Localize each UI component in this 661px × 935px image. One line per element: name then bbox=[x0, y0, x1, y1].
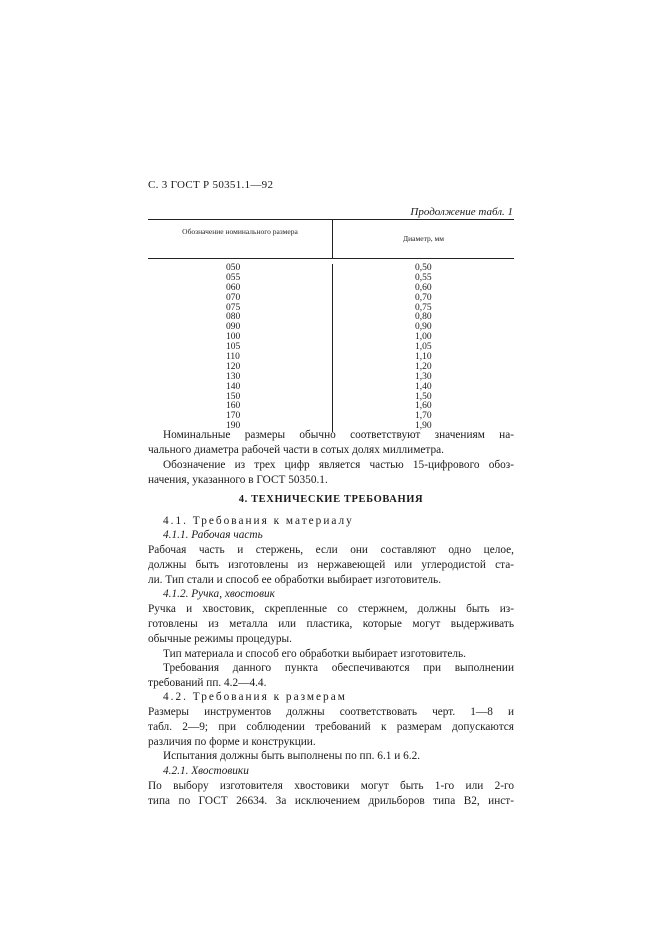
table-cell-diameter: 0,70 bbox=[415, 292, 432, 303]
table-cell-diameter: 0,75 bbox=[415, 302, 432, 313]
paragraph-line: Испытания должны быть выполнены по пп. 6.1 и 6.2. bbox=[163, 750, 421, 762]
table-cell-diameter: 1,40 bbox=[415, 381, 432, 392]
table-cell-designation: 060 bbox=[226, 282, 241, 293]
table-cell-designation: 100 bbox=[226, 332, 241, 343]
table-cell-diameter: 0,55 bbox=[415, 272, 432, 283]
table-column-designation bbox=[148, 264, 333, 432]
table-cell-designation: 055 bbox=[226, 272, 241, 283]
table-header-row bbox=[148, 220, 514, 259]
paragraph-line: табл. 2—9; при соблюдении требований к размерам допускаются bbox=[148, 721, 514, 733]
table-cell-designation: 110 bbox=[226, 352, 240, 363]
table-cell-designation: 050 bbox=[226, 263, 241, 273]
paragraph-line: Размеры инструментов должны соответствовать черт. 1—8 и bbox=[148, 706, 514, 718]
paragraph-line: Обозначение из трех цифр является частью 15-цифрового обоз- bbox=[163, 459, 514, 471]
paragraph-line: Тип материала и способ его обработки выбирает изготовитель. bbox=[163, 648, 466, 660]
paragraph-line: Требования данного пункта обеспечиваются при выполнении bbox=[163, 662, 514, 674]
paragraph-line: обычные режимы процедуры. bbox=[148, 633, 292, 645]
table-cell-diameter: 0,50 bbox=[415, 263, 432, 273]
table-cell-diameter: 1,90 bbox=[415, 421, 432, 432]
subsection-heading: 4.1.1. Рабочая часть bbox=[163, 529, 263, 541]
table-cell-designation: 190 bbox=[226, 421, 241, 432]
table-cell-diameter: 1,50 bbox=[415, 391, 432, 402]
paragraph-line: типа по ГОСТ 26634. За исключением дрильборов типа В2, инст- bbox=[148, 795, 514, 807]
table-column-diameter bbox=[333, 264, 514, 432]
paragraph-line: Рабочая часть и стержень, если они составляют одно целое, bbox=[148, 544, 514, 556]
table-cell-diameter: 1,10 bbox=[415, 352, 432, 363]
subsection-heading: 4.2. Требования к размерам bbox=[163, 691, 347, 703]
table-cell-diameter: 1,60 bbox=[415, 401, 432, 412]
table-continuation-label: Продолжение табл. 1 bbox=[410, 206, 513, 218]
paragraph-line: различия по форме и конструкции. bbox=[148, 736, 316, 748]
dimensions-table bbox=[148, 219, 514, 432]
paragraph-line: должны быть изготовлены из нержавеющей или углеродистой ста- bbox=[148, 559, 514, 571]
table-cell-designation: 170 bbox=[226, 411, 241, 422]
table-body bbox=[148, 259, 514, 432]
table-cell-diameter: 1,05 bbox=[415, 342, 432, 353]
table-cell-designation: 075 bbox=[226, 302, 241, 313]
table-cell-designation: 090 bbox=[226, 322, 241, 333]
paragraph-line: Ручка и хвостовик, скрепленные со стержнем, должны быть из- bbox=[148, 603, 514, 615]
table-cell-designation: 140 bbox=[226, 381, 241, 392]
section-title: 4. ТЕХНИЧЕСКИЕ ТРЕБОВАНИЯ bbox=[238, 494, 424, 505]
subsection-heading: 4.1. Требования к материалу bbox=[163, 515, 354, 527]
paragraph-line: Номинальные размеры обычно соответствуют значениям на- bbox=[163, 429, 514, 441]
paragraph-line: начения, указанного в ГОСТ 50350.1. bbox=[148, 474, 328, 486]
subsection-heading: 4.2.1. Хвостовики bbox=[163, 765, 249, 777]
table-cell-diameter: 1,70 bbox=[415, 411, 432, 422]
table-cell-diameter: 0,60 bbox=[415, 282, 432, 293]
table-cell-diameter: 0,90 bbox=[415, 322, 432, 333]
table-cell-designation: 160 bbox=[226, 401, 241, 412]
table-cell-designation: 070 bbox=[226, 292, 241, 303]
table-cell-diameter: 0,80 bbox=[415, 312, 432, 323]
table-cell-designation: 105 bbox=[226, 342, 241, 353]
table-cell-diameter: 1,00 bbox=[415, 332, 432, 343]
table-cell-diameter: 1,30 bbox=[415, 371, 432, 382]
table-cell-designation: 150 bbox=[226, 391, 241, 402]
table-cell-designation: 120 bbox=[226, 361, 241, 372]
table-cell-designation: 130 bbox=[226, 371, 241, 382]
table-cell-diameter: 1,20 bbox=[415, 361, 432, 372]
paragraph-line: чального диаметра рабочей части в сотых долях миллиметра. bbox=[148, 444, 444, 456]
paragraph-line: требований пп. 4.2—4.4. bbox=[148, 677, 267, 689]
paragraph-line: готовлены из металла или пластика, которые могут выдерживать bbox=[148, 618, 514, 630]
page-header: С. 3 ГОСТ Р 50351.1—92 bbox=[148, 179, 274, 191]
table-header-diameter: Диаметр, мм bbox=[403, 234, 444, 243]
table-header-designation: Обозначение номинального размера bbox=[148, 220, 333, 258]
subsection-heading: 4.1.2. Ручка, хвостовик bbox=[163, 588, 275, 600]
paragraph-line: ли. Тип стали и способ ее обработки выбирает изготовитель. bbox=[148, 574, 442, 586]
paragraph-line: По выбору изготовителя хвостовики могут быть 1-го или 2-го bbox=[148, 780, 514, 792]
table-cell-designation: 080 bbox=[226, 312, 241, 323]
